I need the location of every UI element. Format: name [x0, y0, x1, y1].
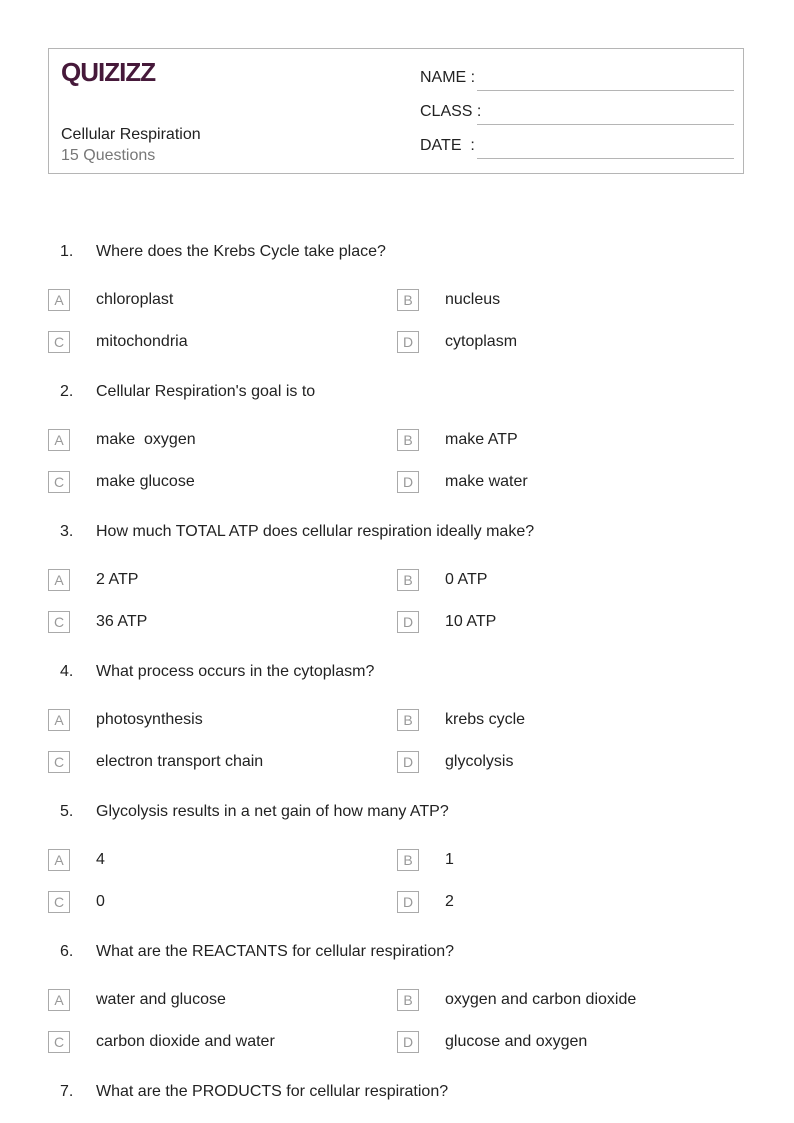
date-line[interactable]	[477, 158, 734, 159]
option-letter-box[interactable]: B	[397, 709, 419, 731]
question-text: What are the PRODUCTS for cellular respiration?	[96, 1083, 449, 1100]
name-field[interactable]	[420, 67, 734, 91]
question-text: What are the REACTANTS for cellular respiration?	[96, 943, 455, 960]
option-letter-box[interactable]: B	[397, 849, 419, 871]
question-2	[0, 383, 794, 523]
class-line[interactable]	[477, 124, 734, 125]
option-b[interactable]	[397, 849, 737, 873]
option-letter-box[interactable]: C	[48, 331, 70, 353]
question-number: 7.	[60, 1083, 74, 1100]
option-c[interactable]	[48, 611, 388, 635]
worksheet-title: Cellular Respiration	[61, 126, 201, 143]
option-letter-box[interactable]: B	[397, 289, 419, 311]
option-text: nucleus	[445, 291, 501, 308]
question-6	[0, 943, 794, 1083]
question-4	[0, 663, 794, 803]
question-number: 2.	[60, 383, 74, 400]
question-count: 15 Questions	[61, 147, 156, 164]
question-number: 3.	[60, 523, 74, 540]
option-letter-box[interactable]: C	[48, 611, 70, 633]
question-number: 5.	[60, 803, 74, 820]
option-letter-box[interactable]: A	[48, 989, 70, 1011]
option-text: glucose and oxygen	[445, 1033, 588, 1050]
option-text: 0 ATP	[445, 571, 488, 588]
worksheet-header	[48, 48, 744, 174]
question-number: 6.	[60, 943, 74, 960]
option-text: make ATP	[445, 431, 518, 448]
option-d[interactable]	[397, 611, 737, 635]
option-a[interactable]	[48, 429, 388, 453]
option-letter-box[interactable]: C	[48, 1031, 70, 1053]
option-text: oxygen and carbon dioxide	[445, 991, 637, 1008]
option-letter-box[interactable]: D	[397, 1031, 419, 1053]
option-text: 0	[96, 893, 105, 910]
option-text: make oxygen	[96, 431, 196, 448]
option-text: mitochondria	[96, 333, 188, 350]
question-text: How much TOTAL ATP does cellular respiration ideally make?	[96, 523, 535, 540]
option-letter-box[interactable]: A	[48, 569, 70, 591]
option-d[interactable]	[397, 471, 737, 495]
option-letter-box[interactable]: C	[48, 891, 70, 913]
option-a[interactable]	[48, 709, 388, 733]
option-text: 2	[445, 893, 454, 910]
option-letter-box[interactable]: D	[397, 751, 419, 773]
option-b[interactable]	[397, 989, 737, 1013]
option-c[interactable]	[48, 751, 388, 775]
name-label: NAME :	[420, 69, 476, 86]
option-d[interactable]	[397, 891, 737, 915]
option-text: krebs cycle	[445, 711, 526, 728]
option-letter-box[interactable]: D	[397, 611, 419, 633]
option-letter-box[interactable]: D	[397, 891, 419, 913]
option-letter-box[interactable]: C	[48, 751, 70, 773]
question-text: Glycolysis results in a net gain of how many ATP?	[96, 803, 449, 820]
quizizz-logo: QUIZIZZ	[61, 57, 156, 87]
option-c[interactable]	[48, 1031, 388, 1055]
option-text: electron transport chain	[96, 753, 264, 770]
date-field[interactable]	[420, 135, 734, 159]
option-text: 4	[96, 851, 105, 868]
question-number: 4.	[60, 663, 74, 680]
option-c[interactable]	[48, 891, 388, 915]
option-letter-box[interactable]: A	[48, 709, 70, 731]
option-a[interactable]	[48, 289, 388, 313]
option-text: water and glucose	[96, 991, 226, 1008]
option-letter-box[interactable]: B	[397, 989, 419, 1011]
option-letter-box[interactable]: D	[397, 331, 419, 353]
question-1	[0, 243, 794, 383]
question-number: 1.	[60, 243, 74, 260]
date-label: DATE :	[420, 137, 475, 154]
question-text: Where does the Krebs Cycle take place?	[96, 243, 386, 260]
option-text: make glucose	[96, 473, 195, 490]
option-text: 2 ATP	[96, 571, 139, 588]
option-text: cytoplasm	[445, 333, 518, 350]
option-text: 36 ATP	[96, 613, 148, 630]
option-letter-box[interactable]: A	[48, 429, 70, 451]
option-a[interactable]	[48, 989, 388, 1013]
class-label: CLASS :	[420, 103, 482, 120]
option-b[interactable]	[397, 289, 737, 313]
option-text: 10 ATP	[445, 613, 497, 630]
option-d[interactable]	[397, 1031, 737, 1055]
option-text: chloroplast	[96, 291, 174, 308]
option-letter-box[interactable]: A	[48, 849, 70, 871]
option-text: photosynthesis	[96, 711, 203, 728]
option-letter-box[interactable]: B	[397, 569, 419, 591]
option-b[interactable]	[397, 709, 737, 733]
option-b[interactable]	[397, 569, 737, 593]
option-b[interactable]	[397, 429, 737, 453]
option-a[interactable]	[48, 849, 388, 873]
option-c[interactable]	[48, 331, 388, 355]
option-text: glycolysis	[445, 753, 514, 770]
option-letter-box[interactable]: A	[48, 289, 70, 311]
option-text: make water	[445, 473, 528, 490]
question-text: Cellular Respiration's goal is to	[96, 383, 316, 400]
option-letter-box[interactable]: B	[397, 429, 419, 451]
option-a[interactable]	[48, 569, 388, 593]
option-letter-box[interactable]: C	[48, 471, 70, 493]
option-text: 1	[445, 851, 454, 868]
name-line[interactable]	[477, 90, 734, 91]
question-7	[0, 1083, 794, 1113]
option-d[interactable]	[397, 331, 737, 355]
question-text: What process occurs in the cytoplasm?	[96, 663, 375, 680]
question-3	[0, 523, 794, 663]
class-field[interactable]	[420, 101, 734, 125]
question-5	[0, 803, 794, 943]
option-d[interactable]	[397, 751, 737, 775]
option-c[interactable]	[48, 471, 388, 495]
option-text: carbon dioxide and water	[96, 1033, 275, 1050]
option-letter-box[interactable]: D	[397, 471, 419, 493]
